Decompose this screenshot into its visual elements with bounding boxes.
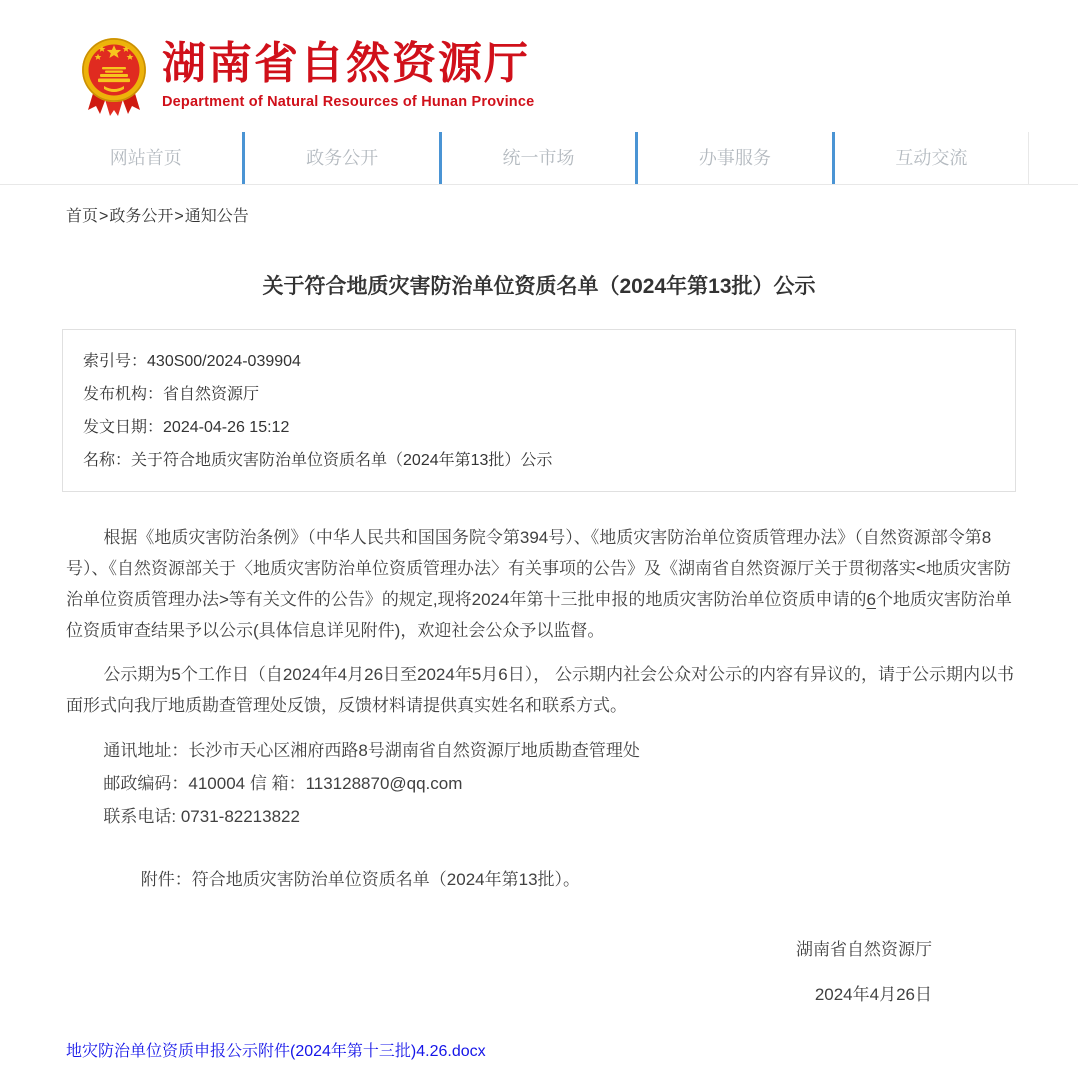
paragraph-basis: [66, 522, 1016, 646]
paragraph-basis-text: 根据《地质灾害防治条例》（中华人民共和国国务院令第394号）、《地质灾害防治单位资质管理办法》（自然资源部令第8号）、《自然资源部关于〈地质灾害防治单位资质管理办法〉有关事项的公告》及《湖南省自然资源厅关于贯彻落实<地质灾害防治单位资质管理办法>等有关文件的公告》的规定,现将2024年第十三批申报的地质灾害防治单位资质申请的: [66, 528, 1011, 609]
paragraph-publicity-period: 公示期为5个工作日（自2024年4月26日至2024年5月6日）， 公示期内社会公众对公示的内容有异议的，请于公示期内以书面形式向我厅地质勘查管理处反馈，反馈材料请提供真实姓名和联系方式。: [66, 665, 1014, 715]
nav-item-gov-info[interactable]: 政务公开: [306, 148, 379, 168]
meta-date-value: 2024-04-26 15:12: [163, 419, 290, 436]
meta-index-value: 430S00/2024-039904: [147, 353, 301, 370]
meta-agency-value: 省自然资源厅: [163, 386, 260, 403]
signature-date: 2024年4月26日: [814, 985, 932, 1004]
article-title: 关于符合地质灾害防治单位资质名单（2024年第13批）公示: [262, 275, 816, 298]
breadcrumb-gov-info[interactable]: 政务公开: [109, 208, 174, 225]
contact-postal-line: 邮政编码：410004 信 箱：113128870@qq.com: [103, 774, 463, 793]
breadcrumb-home[interactable]: 首页: [66, 208, 99, 225]
site-subtitle: Department of Natural Resources of Hunan Province: [162, 94, 535, 111]
nav-item-unified-market[interactable]: 统一市场: [502, 148, 575, 168]
meta-name-label: 名称：: [83, 452, 132, 469]
signature-block: [66, 934, 1016, 1010]
attachment-line: 附件：符合地质灾害防治单位资质名单（2024年第13批）。: [140, 870, 581, 889]
signature-agency: 湖南省自然资源厅: [796, 940, 932, 959]
breadcrumb-notices[interactable]: 通知公告: [184, 208, 249, 225]
nav-item-services[interactable]: 办事服务: [698, 148, 771, 168]
contact-address-line: 通讯地址：长沙市天心区湘府西路8号湖南省自然资源厅地质勘查管理处: [103, 741, 640, 760]
unit-count-underlined: 6: [866, 590, 876, 609]
nav-item-interaction[interactable]: 互动交流: [895, 148, 968, 168]
meta-index-label: 索引号：: [83, 353, 148, 370]
paragraph-basis-text-2: 个地质灾害防治单位资质审查结果予以公示(具体信息详见附件)，欢迎社会公众予以监督。: [66, 590, 1012, 640]
breadcrumb: [66, 203, 1078, 226]
contact-phone-line: 联系电话: 0731-82213822: [103, 807, 300, 826]
breadcrumb-separator: >: [174, 208, 184, 225]
meta-agency-row: [83, 378, 995, 411]
nav-wrap: [0, 132, 1078, 185]
meta-date-row: [83, 411, 995, 444]
national-emblem-icon: [80, 34, 148, 118]
meta-name-value: 关于符合地质灾害防治单位资质名单（2024年第13批）公示: [131, 452, 553, 469]
brand-block: [162, 34, 534, 110]
site-title: 湖南省自然资源厅: [162, 39, 530, 88]
breadcrumb-separator: >: [99, 208, 109, 225]
meta-date-label: 发文日期：: [83, 419, 164, 436]
nav-item-home[interactable]: 网站首页: [109, 148, 182, 168]
article-meta-box: [62, 329, 1016, 492]
site-header: [0, 0, 1078, 130]
footer-attachment: [66, 1038, 1078, 1091]
article-body: [66, 522, 1016, 1010]
meta-name-row: [83, 444, 995, 477]
main-nav: [49, 132, 1029, 184]
meta-agency-label: 发布机构：: [83, 386, 164, 403]
attachment-download-link[interactable]: 地灾防治单位资质申报公示附件(2024年第十三批)4.26.docx: [66, 1043, 486, 1060]
meta-index-row: [83, 345, 995, 378]
